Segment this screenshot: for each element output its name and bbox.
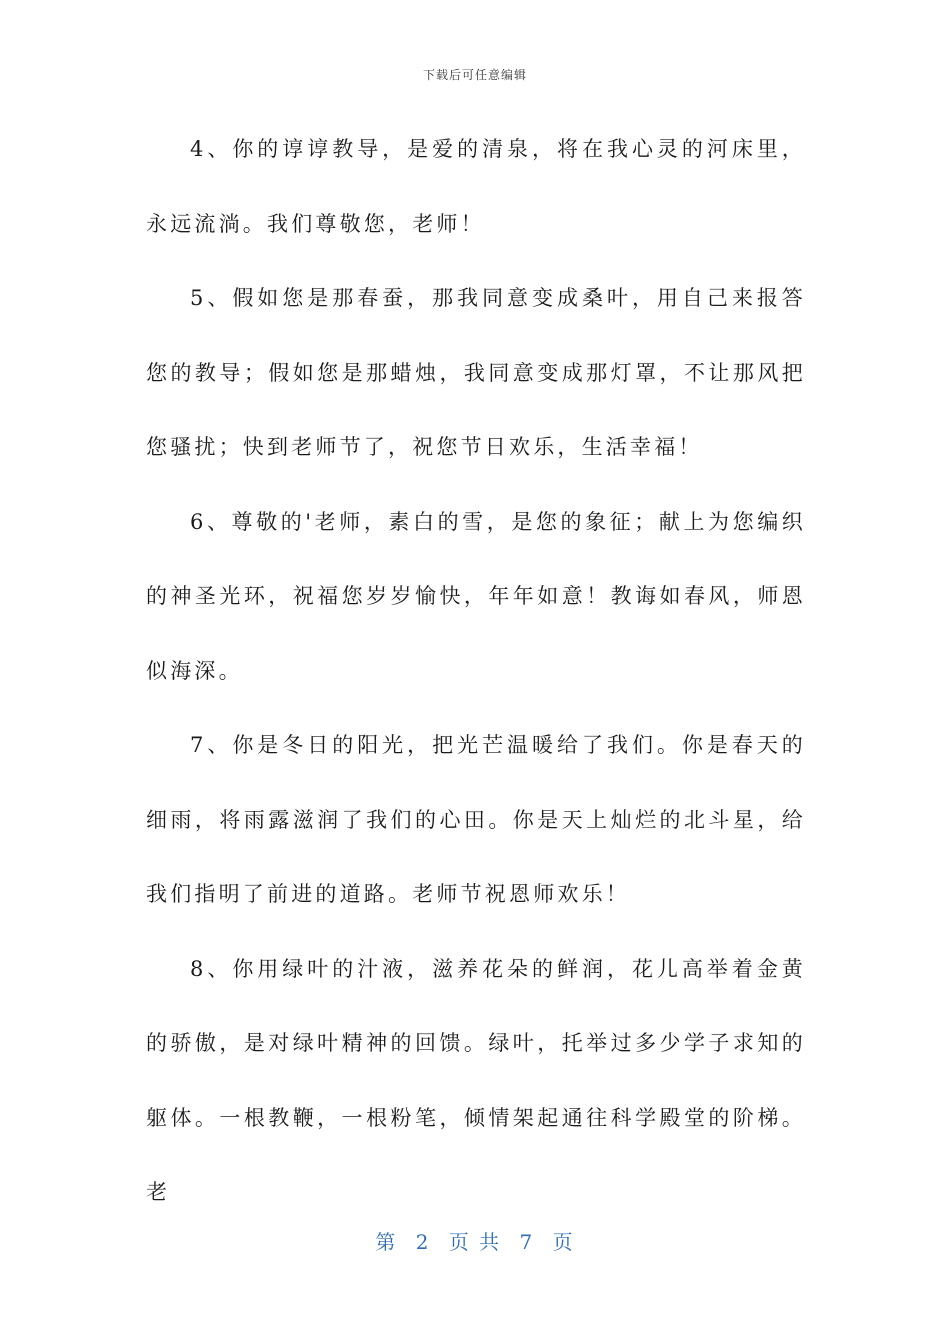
page-number-footer	[0, 1226, 950, 1255]
paragraph-4: 4、你的谆谆教导，是爱的清泉，将在我心灵的河床里，永远流淌。我们尊敬您，老师！	[146, 137, 806, 236]
footer-prefix: 第	[375, 1230, 398, 1254]
paragraph-6: 6、尊敬的'老师，素白的雪，是您的象征；献上为您编织的神圣光环，祝福您岁岁愉快，年年如意！教诲如春风，师恩似海深。	[146, 509, 806, 683]
current-page-number: 2	[415, 1230, 431, 1254]
paragraph-5: 5、假如您是那春蚕，那我同意变成桑叶，用自己来报答您的教导；假如您是那蜡烛，我同意变成那灯罩，不让那风把您骚扰；快到老师节了，祝您节日欢乐，生活幸福！	[146, 286, 806, 459]
paragraph-7: 7、你是冬日的阳光，把光芒温暖给了我们。你是春天的细雨，将雨露滋润了我们的心田。你是天上灿烂的北斗星，给我们指明了前进的道路。老师节祝恩师欢乐！	[146, 733, 806, 906]
page-header-note: 下载后可任意编辑	[422, 68, 527, 82]
document-body	[146, 112, 806, 1230]
total-pages-number: 7	[519, 1230, 535, 1254]
footer-suffix: 页	[552, 1230, 575, 1254]
paragraph-8: 8、你用绿叶的汁液，滋养花朵的鲜润，花儿高举着金黄的骄傲，是对绿叶精神的回馈。绿叶，托举过多少学子求知的躯体。一根教鞭，一根粉笔，倾情架起通往科学殿堂的阶梯。老	[146, 956, 806, 1204]
footer-middle: 页 共	[448, 1230, 502, 1254]
